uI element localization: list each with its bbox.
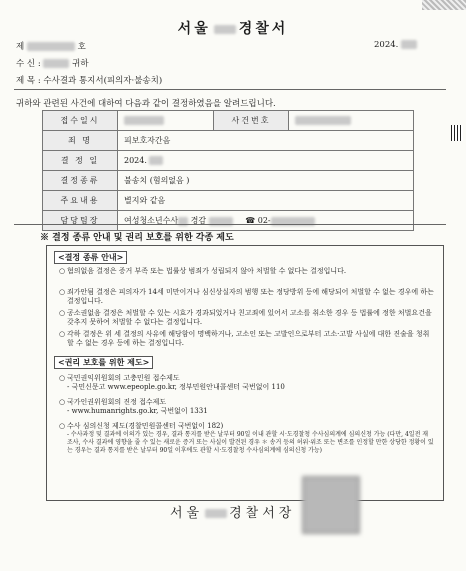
- bullet-icon: ○: [59, 330, 66, 338]
- phone-icon: ☎: [245, 216, 256, 225]
- list-item-text: 죄가안됨 결정은 피의자가 14세 미만이거나 심신상실자의 범행 또는 정당방위 등에 해당되어 처벌할 수 없는 경우에 하는 결정입니다.: [67, 288, 434, 305]
- barcode-icon: [451, 125, 463, 141]
- rights-heading: <권리 보호를 위한 제도>: [54, 356, 153, 369]
- title-right: 경찰서: [238, 21, 289, 37]
- official-seal: [302, 476, 360, 534]
- doc-number-suffix: 호: [77, 42, 86, 52]
- list-item-detail: - 국민신문고 www.epeople.go.kr, 정부민원안내콜센터 국번없이 110: [67, 383, 285, 391]
- decision-guide-heading: <결정 종류 안내>: [54, 251, 127, 264]
- divider: [14, 89, 446, 90]
- list-item: [59, 288, 435, 306]
- list-item: [59, 398, 435, 416]
- table-row: [43, 151, 414, 171]
- team-lead-label: 담당팀장: [43, 211, 118, 231]
- issuer-left: 서울: [170, 506, 204, 521]
- table-row: [43, 211, 414, 231]
- decision-date-value: [118, 151, 414, 171]
- decision-date-text: 2024.: [124, 155, 147, 165]
- decision-type-value: 불송치 (혐의없음 ): [118, 171, 414, 191]
- list-item-text: 공소권없음 결정은 처벌할 수 있는 시효가 경과되었거나 친고죄에 있어서 고소를 취소한 경우 등 법률에 정한 처벌요건을 갖추지 못하여 처벌할 수 없다는 결정입니다.: [67, 309, 432, 326]
- redaction: [43, 59, 69, 68]
- case-info-table: [42, 110, 414, 231]
- bullet-icon: ○: [59, 267, 66, 275]
- bullet-icon: ○: [59, 422, 66, 430]
- table-row: [43, 171, 414, 191]
- corner-pattern: [422, 0, 466, 10]
- team-lead-value: [118, 211, 414, 231]
- notice-box: [46, 245, 444, 501]
- list-item-detail: - www.humanrights.go.kr, 국번없이 1331: [67, 407, 208, 415]
- list-item-text: 수사 심의신청 제도(경찰민원콜센터 국번없이 182): [67, 422, 224, 430]
- list-item: [59, 309, 435, 327]
- table-row: [43, 111, 414, 131]
- doc-date-text: 2024.: [374, 40, 399, 50]
- intro-text: 귀하와 관련된 사건에 대하여 다음과 같이 결정하였음을 알려드립니다.: [16, 99, 276, 109]
- bullet-icon: ○: [59, 398, 66, 406]
- divider: [14, 224, 446, 225]
- recipient-suffix: 귀하: [72, 59, 89, 69]
- list-item: [59, 267, 435, 276]
- phone-prefix: 02-: [257, 216, 271, 225]
- redaction: [214, 25, 236, 34]
- charge-value: 피보호자간음: [118, 131, 414, 151]
- list-item-text: 국민권익위원회의 고충민원 접수제도: [67, 374, 180, 382]
- doc-date: [374, 40, 417, 50]
- redaction: [124, 116, 164, 125]
- title-left: 서울: [177, 21, 211, 37]
- issuer-right: 경찰서장: [229, 506, 296, 521]
- list-item-text: 혐의없음 결정은 증거 부족 또는 법률상 범죄가 성립되지 않아 처벌할 수 없다는 결정입니다.: [67, 267, 347, 275]
- list-item: [59, 422, 435, 455]
- main-content-value: 별지와 같음: [118, 191, 414, 211]
- list-item-text: 각하 결정은 위 세 결정의 사유에 해당함이 명백하거나, 고소인 또는 고발인으로부터 고소·고발 사실에 대한 진술을 청취할 수 없는 경우 등에 하는 결정입니다.: [67, 330, 430, 347]
- list-item: [59, 374, 435, 392]
- team-lead-dept: 여성청소년수사: [124, 216, 179, 225]
- received-label: 접수일시: [43, 111, 118, 131]
- charge-label: 죄 명: [43, 131, 118, 151]
- redaction: [27, 42, 75, 51]
- team-lead-rank: 경감: [190, 216, 207, 225]
- case-number-value: [289, 111, 414, 131]
- recipient: [16, 57, 89, 69]
- document-title: [0, 18, 466, 38]
- table-row: [43, 131, 414, 151]
- main-content-label: 주요내용: [43, 191, 118, 211]
- recipient-label: 수 신 :: [16, 59, 41, 69]
- case-number-label: 사건번호: [214, 111, 289, 131]
- section-heading: ※ 결정 종류 안내 및 권리 보호를 위한 각종 제도: [40, 233, 234, 243]
- list-item-text: 국가인권위원회의 진정 접수제도: [67, 398, 167, 406]
- redaction: [401, 40, 417, 49]
- subject-line: 제 목 : 수사결과 통지서(피의자·불송치): [16, 76, 163, 86]
- bullet-icon: ○: [59, 374, 66, 382]
- redaction: [205, 509, 227, 518]
- redaction: [149, 156, 163, 165]
- redaction: [295, 116, 351, 125]
- list-item-detail: - 수사과정 및 결과에 이의가 있는 경우, 결과 통지를 받은 날부터 90일 이내 관할 시·도경찰청 수사심의계에 심의신청 가능 (다만, 4일전 재 조사, 수사 결과에 영향을 줄 수 있는 새로운 증거 또는 사실이 발견된 경우 ＊ 송거 등의 허위·위조 또는 변조를 인정할 만한 상당한 정황이 있는 경우는 결과 통지를 받은 날부터 90일 이후에도 관할 시·도경찰청 수사심의계에 심의신청 가능): [67, 431, 434, 454]
- bullet-icon: ○: [59, 288, 66, 296]
- list-item: [59, 330, 435, 348]
- decision-type-label: 결정종류: [43, 171, 118, 191]
- table-row: [43, 191, 414, 211]
- doc-number: 제 호: [16, 42, 86, 52]
- bullet-icon: ○: [59, 309, 66, 317]
- received-value: [118, 111, 214, 131]
- decision-date-label: 결 정 일: [43, 151, 118, 171]
- issuer-signature: [170, 502, 295, 521]
